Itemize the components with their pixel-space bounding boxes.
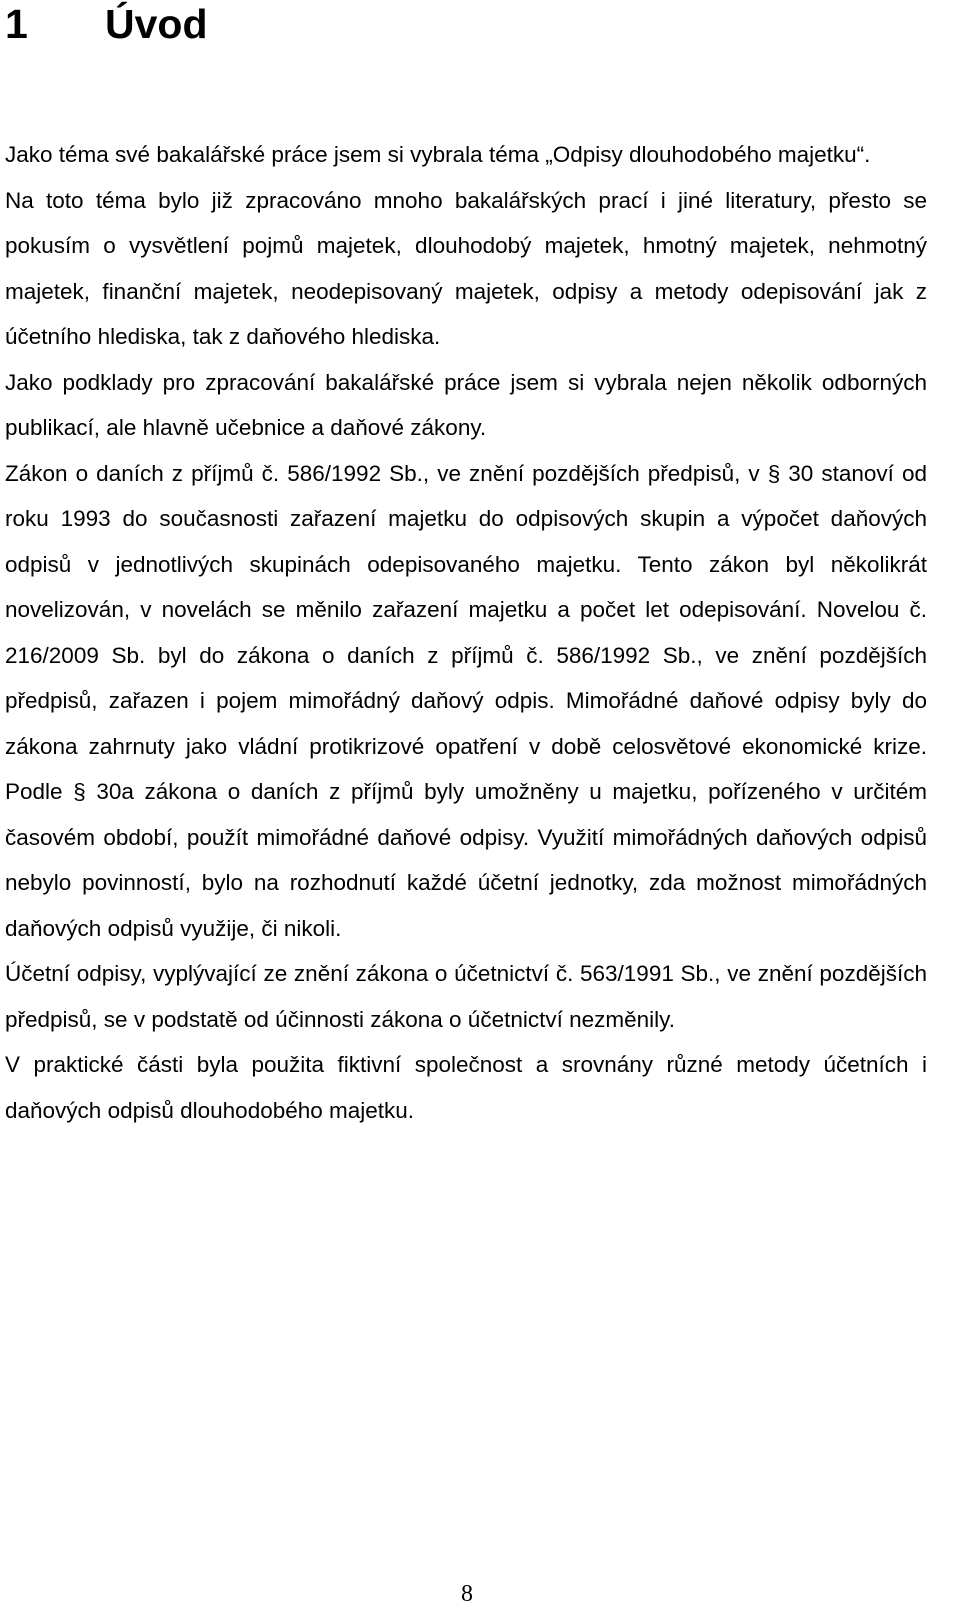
chapter-number: 1	[5, 1, 28, 47]
chapter-title: Úvod	[105, 1, 208, 47]
paragraph-sources: Jako podklady pro zpracování bakalářské práce jsem si vybrala nejen několik odborných publikací, ale hlavně učebnice a daňové zákony.	[5, 369, 927, 440]
paragraph-concepts: Na toto téma bylo již zpracováno mnoho bakalářských prací i jiné literatury, přesto se pokusím o vysvětlení pojmů majetek, dlouhodobý majetek, hmotný majetek, nehmotný majetek, finanční majetek, neodepisovaný majetek, odpisy a metody odepisování jak z účetního hlediska, tak z daňového hlediska.	[5, 187, 927, 349]
paragraph-accounting-law: Účetní odpisy, vyplývající ze znění zákona o účetnictví č. 563/1991 Sb., ve znění pozdějších předpisů, se v podstatě od účinnosti zákona o účetnictví nezměnily.	[5, 961, 927, 1032]
page-number: 8	[461, 1581, 473, 1607]
body-text	[5, 132, 927, 1133]
chapter-heading	[5, 0, 208, 52]
paragraph-practical-part: V praktické části byla použita fiktivní společnost a srovnány různé metody účetních i daňových odpisů dlouhodobého majetku.	[5, 1052, 927, 1123]
paragraph-income-tax-law: Zákon o daních z příjmů č. 586/1992 Sb., ve znění pozdějších předpisů, v § 30 stanoví od roku 1993 do současnosti zařazení majetku do odpisových skupin a výpočet daňových odpisů v jednotlivých skupinách odepisovaného majetku. Tento zákon byl několikrát novelizován, v novelách se měnilo zařazení majetku a počet let odepisování. Novelou č. 216/2009 Sb. byl do zákona o daních z příjmů č. 586/1992 Sb., ve znění pozdějších předpisů, zařazen i pojem mimořádný daňový odpis. Mimořádné daňové odpisy byly do zákona zahrnuty jako vládní protikrizové opatření v době celosvětové ekonomické krize. Podle § 30a zákona o daních z příjmů byly umožněny u majetku, pořízeného v určitém časovém období, použít mimořádné daňové odpisy. Využití mimořádných daňových odpisů nebylo povinností, bylo na rozhodnutí každé účetní jednotky, zda možnost mimořádných daňových odpisů využije, či nikoli.	[5, 460, 927, 941]
paragraph-topic: Jako téma své bakalářské práce jsem si vybrala téma „Odpisy dlouhodobého majetku“.	[5, 142, 871, 167]
